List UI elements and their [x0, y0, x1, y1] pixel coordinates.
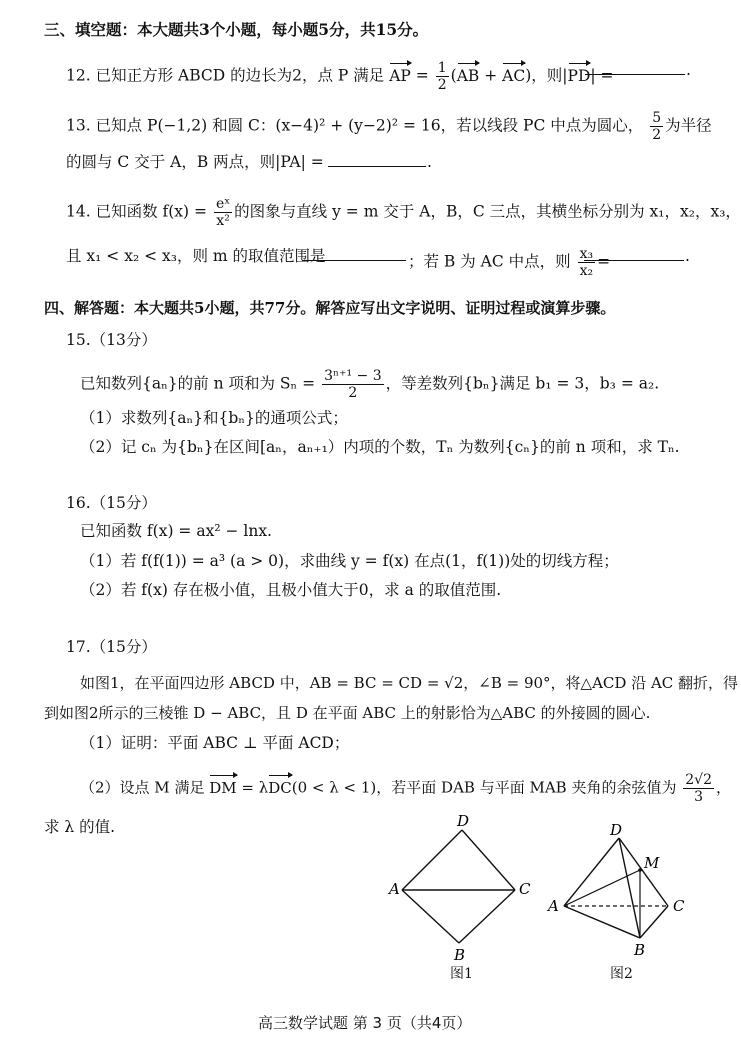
question-17-head: 17.（15分）: [66, 638, 157, 656]
q12-end: .: [686, 61, 691, 79]
question-17-part-2: [80, 772, 731, 805]
fig1-edge-dc: [462, 830, 515, 890]
question-16-part-1: （1）若 f(f(1)) = a³ (a > 0)，求曲线 y = f(x) 在点(1，f(1))处的切线方程；: [80, 552, 619, 570]
q14-fraction-2-numerator: x₃: [579, 246, 594, 262]
q13-fraction: [650, 110, 663, 143]
q14-fraction-denominator: x²: [216, 213, 230, 229]
question-12-text-b: ，则|: [531, 66, 568, 85]
question-14-line-2: [66, 246, 326, 266]
q17-fraction-denominator: 3: [694, 789, 704, 805]
fig2-label-d: D: [610, 821, 623, 839]
question-14-line-2-b: ；若 B 为 AC 中点，则: [408, 252, 571, 271]
fig1-label-c: C: [519, 880, 531, 898]
figure-2-diagram: [540, 820, 700, 960]
vector-ap: AP: [389, 66, 411, 85]
question-13-line-1-a: 已知点 P(−1,2) 和圆 C：(x−4)² + (y−2)² = 16，若以线段 PC 中点为圆心，: [95, 116, 644, 135]
question-12-text-c: | =: [590, 66, 614, 85]
question-13-line-1-b: 为半径: [665, 116, 712, 135]
question-15-part-1: （1）求数列{aₙ}和{bₙ}的通项公式；: [80, 409, 348, 427]
question-12: [66, 60, 614, 93]
q15-fraction-numerator: 3ⁿ⁺¹ − 3: [324, 368, 382, 384]
question-15-line-1-a: 已知数列{aₙ}的前 n 项和为 Sₙ =: [80, 374, 316, 393]
section-4-heading: 四、解答题：本大题共5小题，共77分。解答应写出文字说明、证明过程或演算步骤。: [44, 299, 616, 317]
question-14-number: 14.: [66, 202, 91, 221]
q14-fraction-2: [578, 246, 596, 279]
vector-dc: DC: [268, 778, 292, 797]
q12-plus: +: [484, 66, 498, 85]
figure-1-caption: 图1: [450, 966, 473, 982]
question-17-part-1: （1）证明：平面 ABC ⊥ 平面 ACD；: [80, 734, 350, 752]
question-14-line-1-a: 已知函数 f(x) =: [95, 202, 208, 221]
question-15-part-2: （2）记 cₙ 为{bₙ}在区间[aₙ，aₙ₊₁）内项的个数，Tₙ 为数列{cₙ}的前 n 项和，求 Tₙ.: [80, 438, 680, 456]
question-14-line-2-rest: [408, 246, 610, 279]
section-3-heading: 三、填空题：本大题共3个小题，每小题5分，共15分。: [44, 20, 429, 39]
question-15-line-1-b: ，等差数列{bₙ}满足 b₁ = 3，b₃ = a₂.: [385, 374, 660, 393]
question-13-number: 13.: [66, 116, 91, 135]
q13-fraction-numerator: 5: [652, 110, 662, 126]
fig1-label-b: B: [454, 946, 466, 964]
q15-fraction-denominator: 2: [348, 385, 358, 401]
q14-answer-blank-1[interactable]: [302, 260, 406, 261]
figure-1-diagram: [385, 812, 545, 972]
q14-end: .: [685, 247, 690, 265]
q12-fraction-numerator: 1: [437, 60, 447, 76]
q13-end: .: [427, 153, 432, 171]
question-16-part-2: （2）若 f(x) 存在极小值，且极小值大于0，求 a 的取值范围.: [80, 581, 502, 599]
q13-fraction-denominator: 2: [652, 127, 662, 143]
fig1-edge-da: [402, 830, 462, 890]
q13-answer-blank[interactable]: [328, 166, 426, 167]
vector-ac: AC: [502, 66, 526, 85]
q17-part-2-eq: = λ: [241, 778, 269, 797]
question-17-part-2-c: ，: [715, 778, 731, 797]
question-14-line-2-c: =: [597, 252, 611, 271]
fig2-edge-da: [564, 838, 619, 906]
fig1-edge-ab: [402, 890, 459, 943]
vector-dm: DM: [209, 778, 237, 797]
fig2-edge-cb: [640, 906, 668, 938]
fig2-edge-am: [564, 870, 640, 906]
question-15-line-1: [80, 368, 659, 401]
q14-fraction-numerator: eˣ: [215, 196, 231, 212]
question-17-part-2-b: (0 < λ < 1)，若平面 DAB 与平面 MAB 夹角的余弦值为: [291, 778, 677, 797]
fig2-label-a: A: [548, 897, 559, 915]
question-17-last-line: 求 λ 的值.: [44, 818, 116, 836]
page-footer: 高三数学试题 第 3 页（共4页）: [258, 1014, 472, 1032]
question-17-line-2: 到如图2所示的三棱锥 D − ABC，且 D 在平面 ABC 上的射影恰为△ABC 的外接圆的圆心.: [44, 704, 651, 722]
q12-paren-open: (: [450, 66, 457, 85]
question-13-line-1: [66, 110, 712, 143]
q15-fraction: [322, 368, 384, 401]
q12-answer-blank[interactable]: [585, 74, 685, 75]
fig1-label-d: D: [457, 812, 470, 830]
question-14-line-2-a: 且 x₁ < x₂ < x₃，则 m 的取值范围是: [66, 247, 326, 265]
question-17-part-2-a: （2）设点 M 满足: [80, 778, 205, 797]
q14-answer-blank-2[interactable]: [584, 260, 684, 261]
question-13-line-2-a: 的圆与 C 交于 A，B 两点，则|PA| =: [66, 153, 324, 171]
q12-paren-close: ): [525, 66, 532, 85]
q12-fraction: [436, 60, 449, 93]
figure-2-caption: 图2: [610, 966, 633, 982]
question-16-head: 16.（15分）: [66, 494, 157, 512]
question-15-head: 15.（13分）: [66, 331, 157, 349]
q17-fraction: [683, 772, 714, 805]
vector-pd: PD: [567, 66, 591, 85]
question-14-line-1: [66, 196, 741, 229]
q14-fraction: [214, 196, 232, 229]
question-14-line-1-b: 的图象与直线 y = m 交于 A，B，C 三点，其横坐标分别为 x₁，x₂，x₃，: [234, 202, 741, 221]
fig2-label-m: M: [644, 854, 660, 872]
question-16-line-1: 已知函数 f(x) = ax² − lnx.: [80, 522, 272, 540]
fig1-edge-cb: [459, 890, 515, 943]
fig1-label-a: A: [389, 880, 400, 898]
question-12-text-a: 已知正方形 ABCD 的边长为2，点 P 满足: [95, 66, 385, 85]
q17-fraction-numerator: 2√2: [685, 772, 712, 788]
q14-fraction-2-denominator: x₂: [579, 263, 594, 279]
fig2-point-m: [638, 868, 642, 872]
question-17-line-1: 如图1，在平面四边形 ABCD 中，AB = BC = CD = √2，∠B = 90°，将△ACD 沿 AC 翻折，得: [80, 674, 739, 692]
q12-eq: =: [415, 66, 429, 85]
vector-ab: AB: [456, 66, 480, 85]
q12-fraction-denominator: 2: [437, 77, 447, 93]
question-12-number: 12.: [66, 66, 91, 85]
fig2-edge-ab: [564, 906, 640, 938]
fig2-label-b: B: [634, 941, 646, 959]
fig2-label-c: C: [673, 897, 685, 915]
question-13-line-2: [66, 152, 324, 172]
